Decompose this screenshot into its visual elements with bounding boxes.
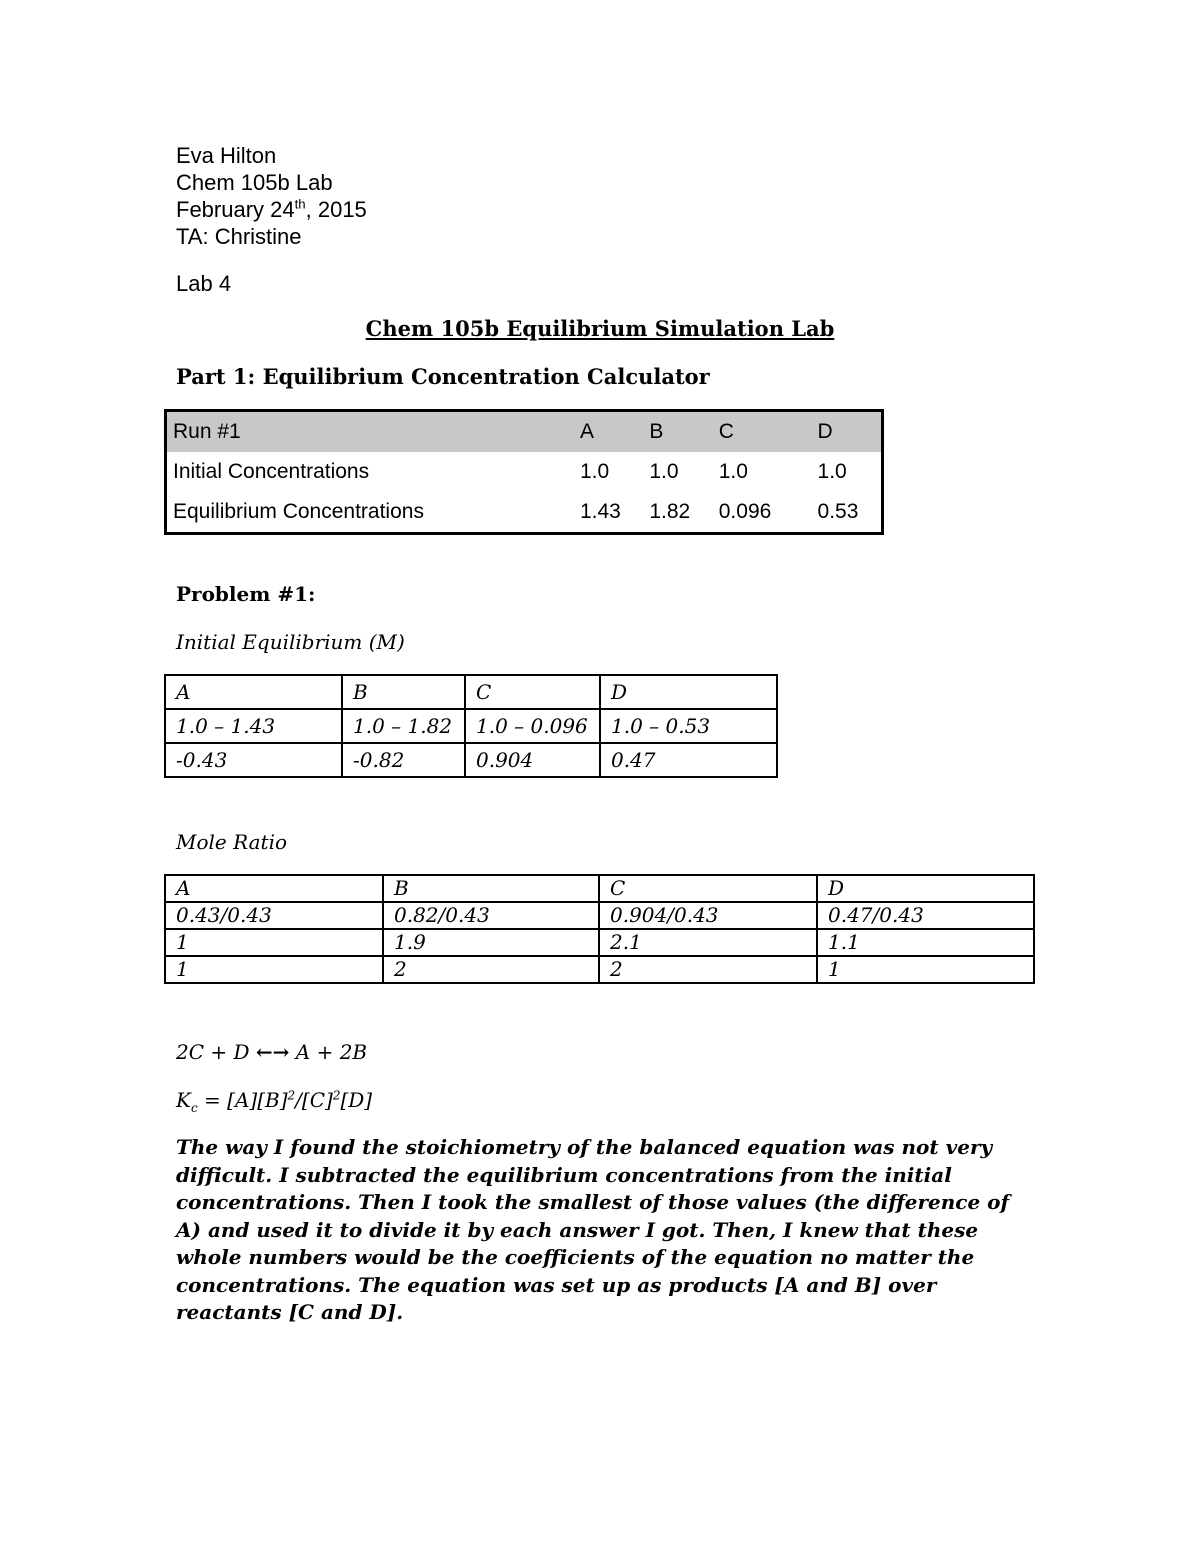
table-cell: 1.0 – 1.82 — [342, 709, 465, 743]
course-name: Chem 105b Lab — [176, 170, 333, 195]
mole-ratio-heading: Mole Ratio — [176, 830, 288, 854]
table-row — [165, 956, 1034, 983]
table-cell: -0.43 — [165, 743, 342, 777]
table-cell: Equilibrium Concentrations — [173, 500, 424, 523]
table-cell: C — [599, 875, 817, 902]
table-row — [165, 743, 777, 777]
table-cell: 0.096 — [718, 500, 772, 523]
table-row — [165, 709, 777, 743]
table-cell: 0.43/0.43 — [165, 902, 383, 929]
balanced-equation — [176, 1040, 367, 1064]
table-cell: 0.53 — [817, 500, 859, 523]
table-cell: 1.9 — [383, 929, 599, 956]
table-cell: C — [465, 675, 600, 709]
kc-exp2: 2 — [332, 1088, 341, 1103]
equation-products: A + 2B — [289, 1040, 368, 1064]
kc-sub: c — [190, 1101, 198, 1115]
table-cell: 0.904 — [465, 743, 600, 777]
run-table-header-cell: A — [574, 411, 643, 453]
run-table-header-cell: D — [812, 411, 883, 453]
table-cell: 1.43 — [579, 500, 621, 523]
table-cell: 1.0 – 0.53 — [600, 709, 777, 743]
table-cell: 2 — [383, 956, 599, 983]
table-cell: 1.0 — [817, 460, 847, 483]
double-arrow-icon: ←→ — [255, 1040, 290, 1064]
table-cell: -0.82 — [342, 743, 465, 777]
table-cell: B — [383, 875, 599, 902]
kc-part2: /[C] — [295, 1088, 333, 1112]
run-table — [164, 409, 884, 535]
table-cell: 0.82/0.43 — [383, 902, 599, 929]
run-table-header-cell: C — [713, 411, 812, 453]
table-cell: Initial Concentrations — [173, 460, 370, 483]
kc-expression — [176, 1088, 373, 1115]
table-cell: 1.1 — [817, 929, 1034, 956]
mole-ratio-table — [164, 874, 1035, 984]
table-row — [165, 929, 1034, 956]
explanation-paragraph: The way I found the stoichiometry of the balanced equation was not very difficult. I subtracted the equilibrium concentrations from the initial concentrations. Then I took the smallest of those values (the difference of A) and used it to divide it by each answer I got. Then, I knew that these whole numbers would be the coefficients of the equation no matter the concentrations. The equation was set up as products [A and B] over reactants [C and D]. — [176, 1135, 1010, 1324]
kc-part1: = [A][B] — [197, 1088, 288, 1112]
table-cell: 1.0 — [579, 460, 610, 483]
date-year: , 2015 — [305, 197, 367, 222]
kc-k: K — [176, 1088, 191, 1112]
table-cell: A — [165, 875, 383, 902]
table-cell: 0.47 — [600, 743, 777, 777]
equation-reactants: 2C + D — [176, 1040, 256, 1064]
run-table-header-cell: B — [643, 411, 712, 453]
author-name: Eva Hilton — [176, 143, 277, 168]
table-cell: 1.82 — [649, 500, 691, 523]
document-title: Chem 105b Equilibrium Simulation Lab — [365, 316, 835, 341]
table-cell: A — [165, 675, 342, 709]
table-cell: 1 — [165, 929, 383, 956]
table-cell: B — [342, 675, 465, 709]
table-cell: 1.0 — [718, 460, 748, 483]
table-cell: 1.0 – 0.096 — [465, 709, 600, 743]
table-row — [165, 875, 1034, 902]
part1-heading: Part 1: Equilibrium Concentration Calculator — [176, 364, 710, 389]
table-cell: 2 — [599, 956, 817, 983]
run-table-header-row — [166, 411, 883, 453]
table-cell: 0.47/0.43 — [817, 902, 1034, 929]
date-ordinal: th — [294, 196, 306, 212]
difference-table — [164, 674, 778, 778]
table-row — [166, 452, 883, 492]
table-cell: 0.904/0.43 — [599, 902, 817, 929]
run-table-header-cell: Run #1 — [166, 411, 574, 453]
table-cell: D — [600, 675, 777, 709]
table-row — [166, 492, 883, 534]
table-row — [165, 902, 1034, 929]
ta-name: TA: Christine — [176, 224, 302, 249]
table-cell: D — [817, 875, 1034, 902]
initial-equilibrium-heading: Initial Equilibrium (M) — [176, 630, 405, 654]
kc-exp1: 2 — [287, 1088, 296, 1103]
table-cell: 2.1 — [599, 929, 817, 956]
table-cell: 1.0 — [649, 460, 679, 483]
date — [176, 196, 367, 223]
table-cell: 1 — [165, 956, 383, 983]
kc-part3: [D] — [340, 1088, 373, 1112]
table-cell: 1 — [817, 956, 1034, 983]
table-cell: 1.0 – 1.43 — [165, 709, 342, 743]
table-row — [165, 675, 777, 709]
date-main: February 24 — [176, 197, 295, 222]
problem1-heading: Problem #1: — [176, 582, 316, 606]
lab-number: Lab 4 — [176, 271, 232, 296]
